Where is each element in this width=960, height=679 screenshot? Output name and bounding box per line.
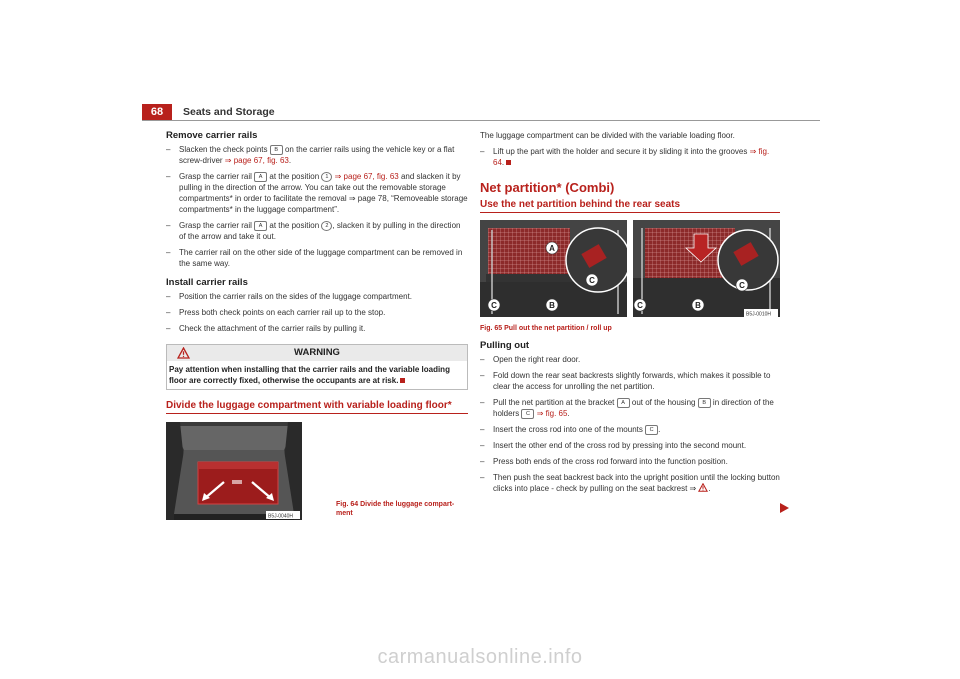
remove-step-4: – The carrier rail on the other side of the luggage compartment can be removed in the same way. [166,247,468,269]
pull-step-4: – Insert the cross rod into one of the mounts C . [480,424,780,435]
pull-step-6: – Press both ends of the cross rod forward into the function position. [480,456,780,467]
pull-step-2: – Fold down the rear seat backrests slightly forwards, which makes it possible to clear the access for unrolling the net partition. [480,370,780,392]
position-1-badge: 1 [321,172,332,182]
right-column [480,130,780,499]
warning-title: WARNING [294,347,340,358]
install-step-1: – Position the carrier rails on the sides of the luggage compartment. [166,291,468,302]
continue-arrow-icon [780,503,789,513]
end-mark-icon [400,378,405,383]
fig65-code: B5J-0010H [746,311,772,317]
remove-step-1: – Slacken the check points B on the carrier rails using the vehicle key or a flat screw-driver ⇒ page 67, fig. 63. [166,144,468,166]
warning-triangle-icon [698,483,708,492]
fig65-label-c: C [739,281,745,290]
fig65-caption: Fig. 65 Pull out the net partition / roll up [480,325,612,332]
page-header-title: Seats and Storage [183,106,275,118]
pull-step-5: – Insert the other end of the cross rod by pressing into the second mount. [480,440,780,451]
remove-step-2: – Grasp the carrier rail A at the position 1 ⇒ page 67, fig. 63 and slacken it by pulling in the direction of the arrow. You can take out the removable storage compartments* in order to facilitate the removal ⇒ page 78, “Removeable storage compartments* in the luggage compartment”. [166,171,468,215]
pulling-out-heading: Pulling out [480,340,530,351]
label-a-badge: A [254,221,267,231]
pull-step-7: – Then push the seat backrest back into the upright position until the locking button clicks into place - check by pulling on the seat backrest ⇒ . [480,472,780,494]
net-partition-heading: Net partition* (Combi) [480,180,615,195]
install-carrier-rails-heading: Install carrier rails [166,277,248,288]
warning-box [166,344,468,390]
fig65-label-c: C [637,301,643,310]
end-mark-icon [506,160,511,165]
remove-step-3: – Grasp the carrier rail A at the position 2 , slacken it by pulling in the direction of the arrow and take it out. [166,220,468,242]
install-step-2: – Press both check points on each carrier rail up to the stop. [166,307,468,318]
label-b-badge: B [698,398,711,408]
figure-65 [480,220,780,334]
label-a-badge: A [254,172,267,182]
position-2-badge: 2 [321,221,332,231]
intro-text: The luggage compartment can be divided with the variable loading floor. [480,131,735,140]
pull-step-1: – Open the right rear door. [480,354,780,365]
label-c-badge: C [521,409,534,419]
left-column [166,130,468,522]
remove-carrier-rails-heading: Remove carrier rails [166,130,258,141]
fig65-label-a: A [549,244,555,253]
luggage-divider-illustration [166,422,302,520]
fig-ref-link[interactable]: ⇒ fig. 65 [534,409,568,418]
fig64-caption: Fig. 64 Divide the luggage compart-ment [336,501,455,517]
fig65-label-c: C [589,276,595,285]
label-a-badge: A [617,398,630,408]
figure-64 [166,422,468,522]
fig-ref-link[interactable]: ⇒ fig. 64 [493,147,770,167]
page-number: 68 [142,104,172,120]
divide-luggage-heading: Divide the luggage compartment with variable loading floor* [166,400,468,414]
warning-text: Pay attention when installing that the carrier rails and the variable loading floor are correctly fixed, otherwise the occupants are at risk. [169,365,450,385]
label-c-badge: C [645,425,658,435]
page-ref-link[interactable]: ⇒ page 67, fig. 63 [332,172,399,181]
fig65-label-b: B [695,301,701,310]
install-step-3: – Check the attachment of the carrier rails by pulling it. [166,323,468,334]
warning-triangle-icon [177,347,190,359]
fig65-label-c: C [491,301,497,310]
page-ref-link[interactable]: ⇒ page 67, fig. 63 [224,156,289,165]
pull-step-3: – Pull the net partition at the bracket A out of the housing B in direction of the holders C ⇒ fig. 65. [480,397,780,419]
fig65-label-b: B [549,301,555,310]
warning-header [167,345,467,361]
net-partition-illustration [480,220,780,317]
header-rule [142,120,820,121]
watermark: carmanualsonline.info [377,646,583,668]
use-net-partition-heading: Use the net partition behind the rear seats [480,199,780,213]
fig64-code: B5J-0040H [268,513,294,520]
intro-step: – Lift up the part with the holder and secure it by sliding it into the grooves ⇒ fig. 64. [480,146,780,168]
label-b-badge: B [270,145,283,155]
